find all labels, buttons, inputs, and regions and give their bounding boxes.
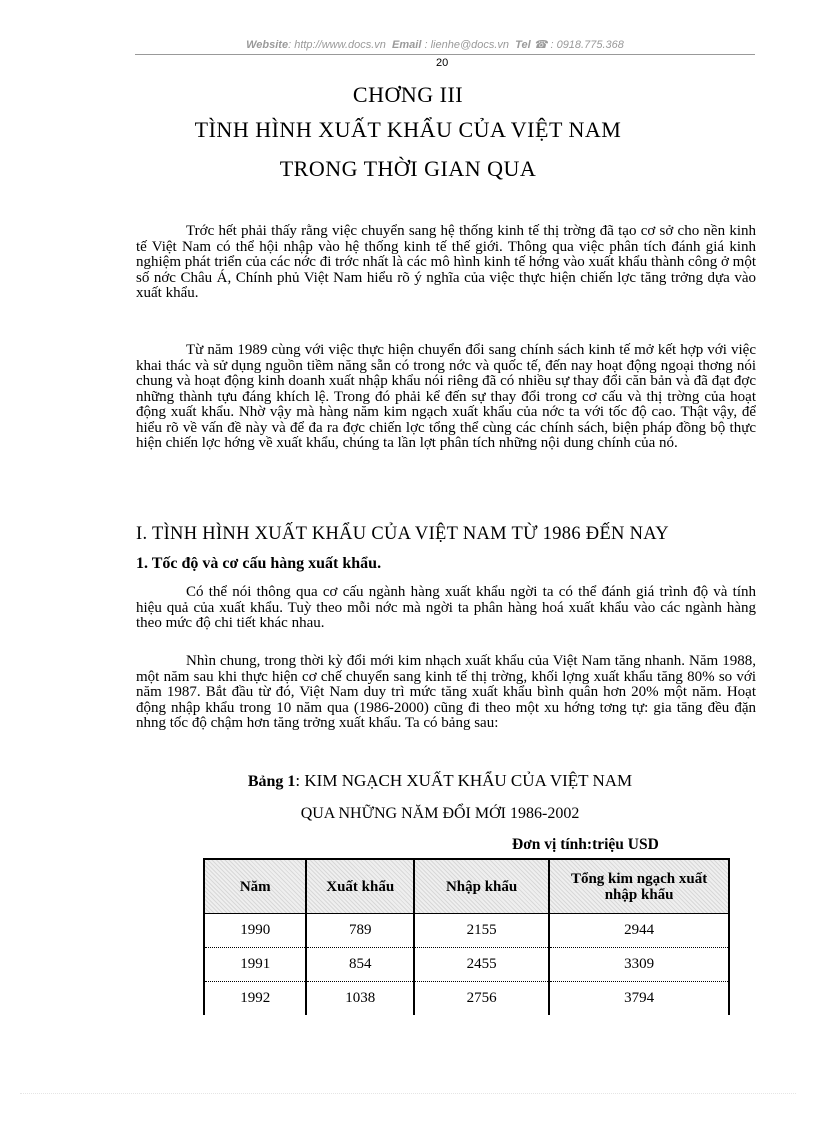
cell-imports: 2455 xyxy=(414,948,549,982)
chapter-title-line2: TRONG THỜI GIAN QUA xyxy=(279,156,537,181)
cell-year: 1991 xyxy=(204,948,306,982)
table-row xyxy=(204,914,729,948)
column-header-exports: Xuất khẩu xyxy=(306,859,413,914)
table-caption-label: Bảng 1 xyxy=(247,773,296,790)
chapter-title-line1: TÌNH HÌNH XUẤT KHẨU CỦA VIỆT NAM xyxy=(194,117,622,142)
header-divider xyxy=(135,54,755,55)
column-header-year: Năm xyxy=(204,859,306,914)
email-value[interactable]: : lienhe@docs.vn xyxy=(424,39,510,51)
footer-divider xyxy=(20,1093,796,1094)
column-header-imports: Nhập khẩu xyxy=(414,859,549,914)
website-label: Website xyxy=(246,39,289,51)
email-label: Email xyxy=(392,39,422,51)
unit-note: Đơn vị tính:triệu USD xyxy=(512,836,659,853)
paragraph: Từ năm 1989 cùng với việc thực hiện chuyển đổi sang chính sách kinh tế mở kết hợp với việc khai thác và sử dụng nguồn tiềm năng sẵn có trong nớc và quốc tế, đến nay hoạt động ngoại thơng nói chung và hoạt động kinh doanh xuất nhập khẩu nói riêng đã có nhiều sự thay đổi căn bản và đã đạt đợc những thành tựu đáng khích lệ. Trong đó phải kể đến sự thay đổi trong cơ cấu và thị trờng của hoạt động xuất khẩu. Nhờ vậy mà hàng năm kim ngạch xuất khẩu của nớc ta với tốc độ cao. Thật vậy, để hiểu rõ về vấn đề này và để đa ra đợc chiến lợc tổng thể cùng các chính sách, biện pháp đồng bộ thực hiện chiến lợc hớng về xuất khẩu, chúng ta lần lợt phân tích những nội dung chính của nó. xyxy=(136,342,756,451)
column-header-total xyxy=(549,859,729,914)
cell-total: 2944 xyxy=(549,914,729,948)
paragraph: Nhìn chung, trong thời kỳ đổi mới kim nhạch xuất khẩu của Việt Nam tăng nhanh. Năm 1988, một năm sau khi thực hiện cơ chế chuyển sang kinh tế thị trờng, khối lợng xuất khẩu tăng 80% so với năm 1987. Bắt đầu từ đó, Việt Nam duy trì mức tăng xuất khẩu bình quân hơn 20% một năm. Hoạt động nhập khẩu trong 10 năm qua (1986-2000) cũng đi theo một xu hớng tơng tự: gia tăng đều đặn nhng tốc độ chậm hơn tăng trởng xuất khẩu. Ta có bảng sau: xyxy=(136,653,756,731)
tel-value: ☎ : 0918.775.368 xyxy=(533,39,624,51)
tel-label: Tel xyxy=(515,39,531,51)
subsection-heading: 1. Tốc độ và cơ cấu hàng xuất khẩu. xyxy=(136,555,382,572)
paragraph: Trớc hết phải thấy rằng việc chuyển sang hệ thống kinh tế thị trờng đã tạo cơ sở cho nền kinh tế Việt Nam có thể hội nhập vào hệ thống kinh tế thế giới. Thông qua việc phân tích đánh giá kinh nghiệm phát triển của các nớc đi trớc nhất là các mô hình kinh tế hớng vào xuất khẩu thành công ở một số nớc Châu Á, Chính phủ Việt Nam hiểu rõ ý nghĩa của việc thực hiện chiến lợc tăng trởng dựa vào xuất khẩu. xyxy=(136,223,756,301)
cell-exports: 854 xyxy=(306,948,413,982)
cell-year: 1992 xyxy=(204,982,306,1016)
chapter-number: CHƠNG III xyxy=(352,82,464,107)
export-import-table xyxy=(203,858,730,1015)
column-header-total-text: Tổng kim ngạch xuất nhập khẩu xyxy=(570,870,708,903)
page-header xyxy=(135,38,735,51)
table-row xyxy=(204,982,729,1016)
cell-total: 3309 xyxy=(549,948,729,982)
table-header-row xyxy=(204,859,729,914)
table-caption xyxy=(0,771,816,791)
table-caption-subtitle: QUA NHỮNG NĂM ĐỔI MỚI 1986-2002 xyxy=(300,805,580,822)
cell-imports: 2756 xyxy=(414,982,549,1016)
cell-year: 1990 xyxy=(204,914,306,948)
cell-total: 3794 xyxy=(549,982,729,1016)
table-caption-colon: : xyxy=(295,771,301,790)
cell-exports: 1038 xyxy=(306,982,413,1016)
cell-imports: 2155 xyxy=(414,914,549,948)
cell-exports: 789 xyxy=(306,914,413,948)
table-caption-title: KIM NGẠCH XUẤT KHẨU CỦA VIỆT NAM xyxy=(304,771,633,790)
section-heading: I. TÌNH HÌNH XUẤT KHẨU CỦA VIỆT NAM TỪ 1986 ĐẾN NAY xyxy=(136,524,669,544)
website-value[interactable]: : http://www.docs.vn xyxy=(288,39,386,51)
paragraph: Có thể nói thông qua cơ cấu ngành hàng xuất khẩu ngời ta có thể đánh giá trình độ và tính hiệu quả của xuất khẩu. Tuỳ theo mỗi nớc mà ngời ta phân hàng hoá xuất khẩu vào các ngành hàng theo mức độ chi tiết khác nhau. xyxy=(136,584,756,631)
page-number: 20 xyxy=(436,57,449,69)
table-row xyxy=(204,948,729,982)
